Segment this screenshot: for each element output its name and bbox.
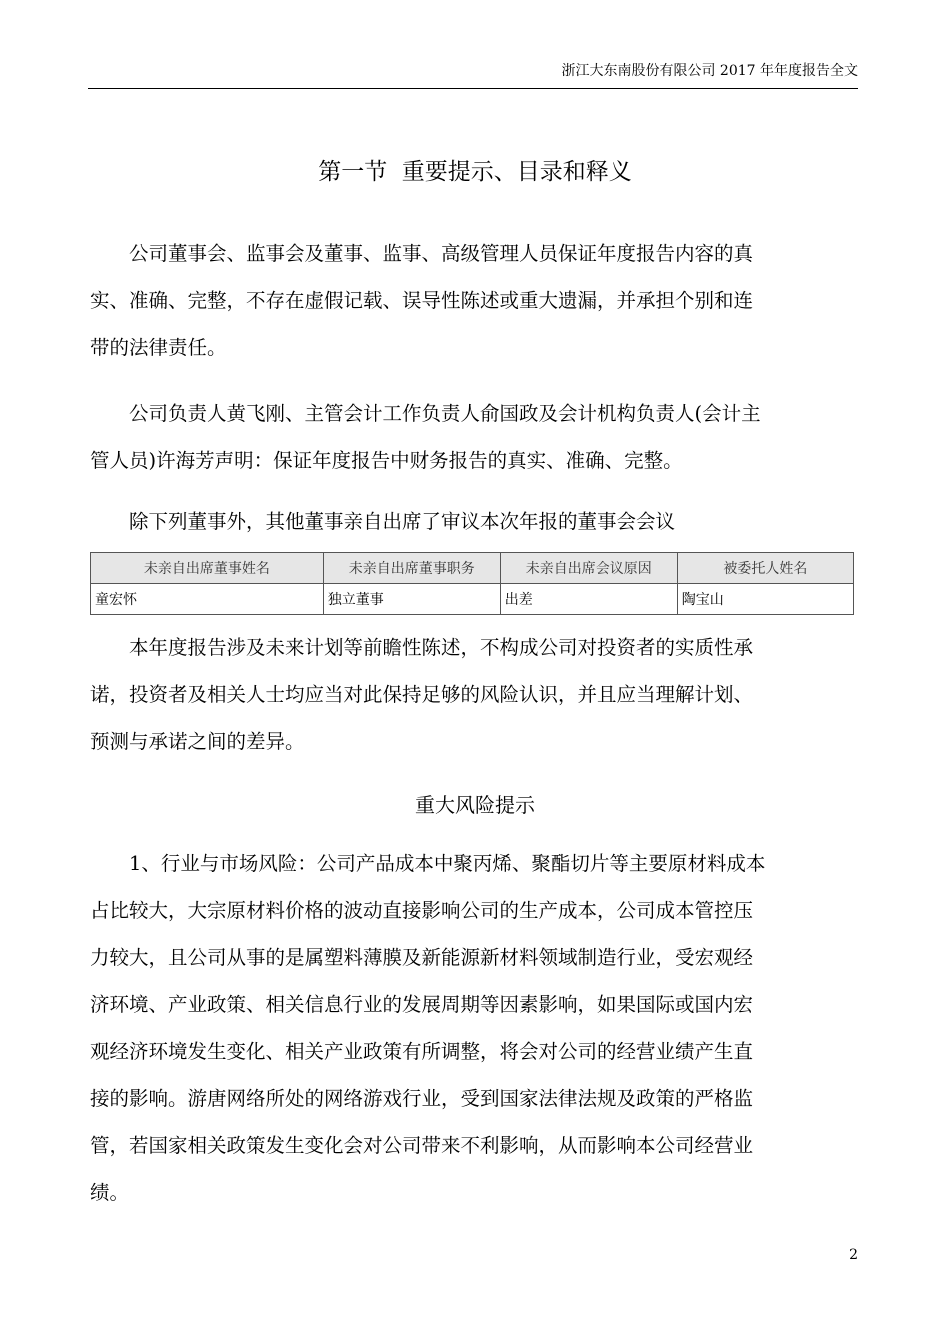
table-cell: 出差	[500, 584, 677, 615]
paragraph-forward-looking	[90, 624, 862, 765]
table-header-cell: 被委托人姓名	[677, 553, 853, 584]
table-header-cell: 未亲自出席会议原因	[500, 553, 677, 584]
paragraph-line: 占比较大，大宗原材料价格的波动直接影响公司的生产成本，公司成本管控压	[90, 899, 754, 922]
page-number: 2	[849, 1247, 858, 1263]
paragraph-line: 公司董事会、监事会及董事、监事、高级管理人员保证年度报告内容的真	[129, 242, 754, 265]
table-cell: 童宏怀	[91, 584, 324, 615]
paragraph-line: 除下列董事外，其他董事亲自出席了审议本次年报的董事会会议	[129, 510, 676, 533]
header-rule	[88, 88, 858, 89]
paragraph-line: 观经济环境发生变化、相关产业政策有所调整，将会对公司的经营业绩产生直	[90, 1040, 754, 1063]
paragraph-industry-risk	[90, 840, 862, 1216]
section-title: 第一节 重要提示、目录和释义	[318, 159, 632, 185]
paragraph-line: 济环境、产业政策、相关信息行业的发展周期等因素影响，如果国际或国内宏	[90, 993, 754, 1016]
paragraph-line: 带的法律责任。	[90, 336, 227, 359]
paragraph-line: 1、行业与市场风险：公司产品成本中聚丙烯、聚酯切片等主要原材料成本	[129, 852, 766, 875]
paragraph-line: 管，若国家相关政策发生变化会对公司带来不利影响，从而影响本公司经营业	[90, 1134, 754, 1157]
paragraph-responsibility	[90, 230, 862, 371]
paragraph-line: 接的影响。游唐网络所处的网络游戏行业，受到国家法律法规及政策的严格监	[90, 1087, 754, 1110]
table-header-cell: 未亲自出席董事姓名	[91, 553, 324, 584]
paragraph-line: 绩。	[90, 1181, 130, 1204]
table-header-row	[91, 553, 854, 584]
running-header: 浙江大东南股份有限公司 2017 年年度报告全文	[561, 63, 858, 79]
table-row	[91, 584, 854, 615]
table-cell: 独立董事	[323, 584, 500, 615]
paragraph-line: 实、准确、完整，不存在虚假记载、误导性陈述或重大遗漏，并承担个别和连	[90, 289, 754, 312]
paragraph-declaration	[90, 390, 862, 484]
paragraph-line: 本年度报告涉及未来计划等前瞻性陈述，不构成公司对投资者的实质性承	[129, 636, 754, 659]
risk-heading: 重大风险提示	[415, 793, 535, 817]
paragraph-line: 诺，投资者及相关人士均应当对此保持足够的风险认识，并且应当理解计划、	[90, 683, 754, 706]
paragraph-line: 力较大，且公司从事的是属塑料薄膜及新能源新材料领域制造行业，受宏观经	[90, 946, 754, 969]
absent-directors-table	[90, 552, 854, 615]
paragraph-line: 公司负责人黄飞刚、主管会计工作负责人俞国政及会计机构负责人(会计主	[129, 402, 761, 425]
paragraph-line: 管人员)许海芳声明：保证年度报告中财务报告的真实、准确、完整。	[90, 449, 683, 472]
paragraph-line: 预测与承诺之间的差异。	[90, 730, 305, 753]
paragraph-absent-directors	[90, 498, 862, 545]
table-header-cell: 未亲自出席董事职务	[323, 553, 500, 584]
table-cell: 陶宝山	[677, 584, 853, 615]
